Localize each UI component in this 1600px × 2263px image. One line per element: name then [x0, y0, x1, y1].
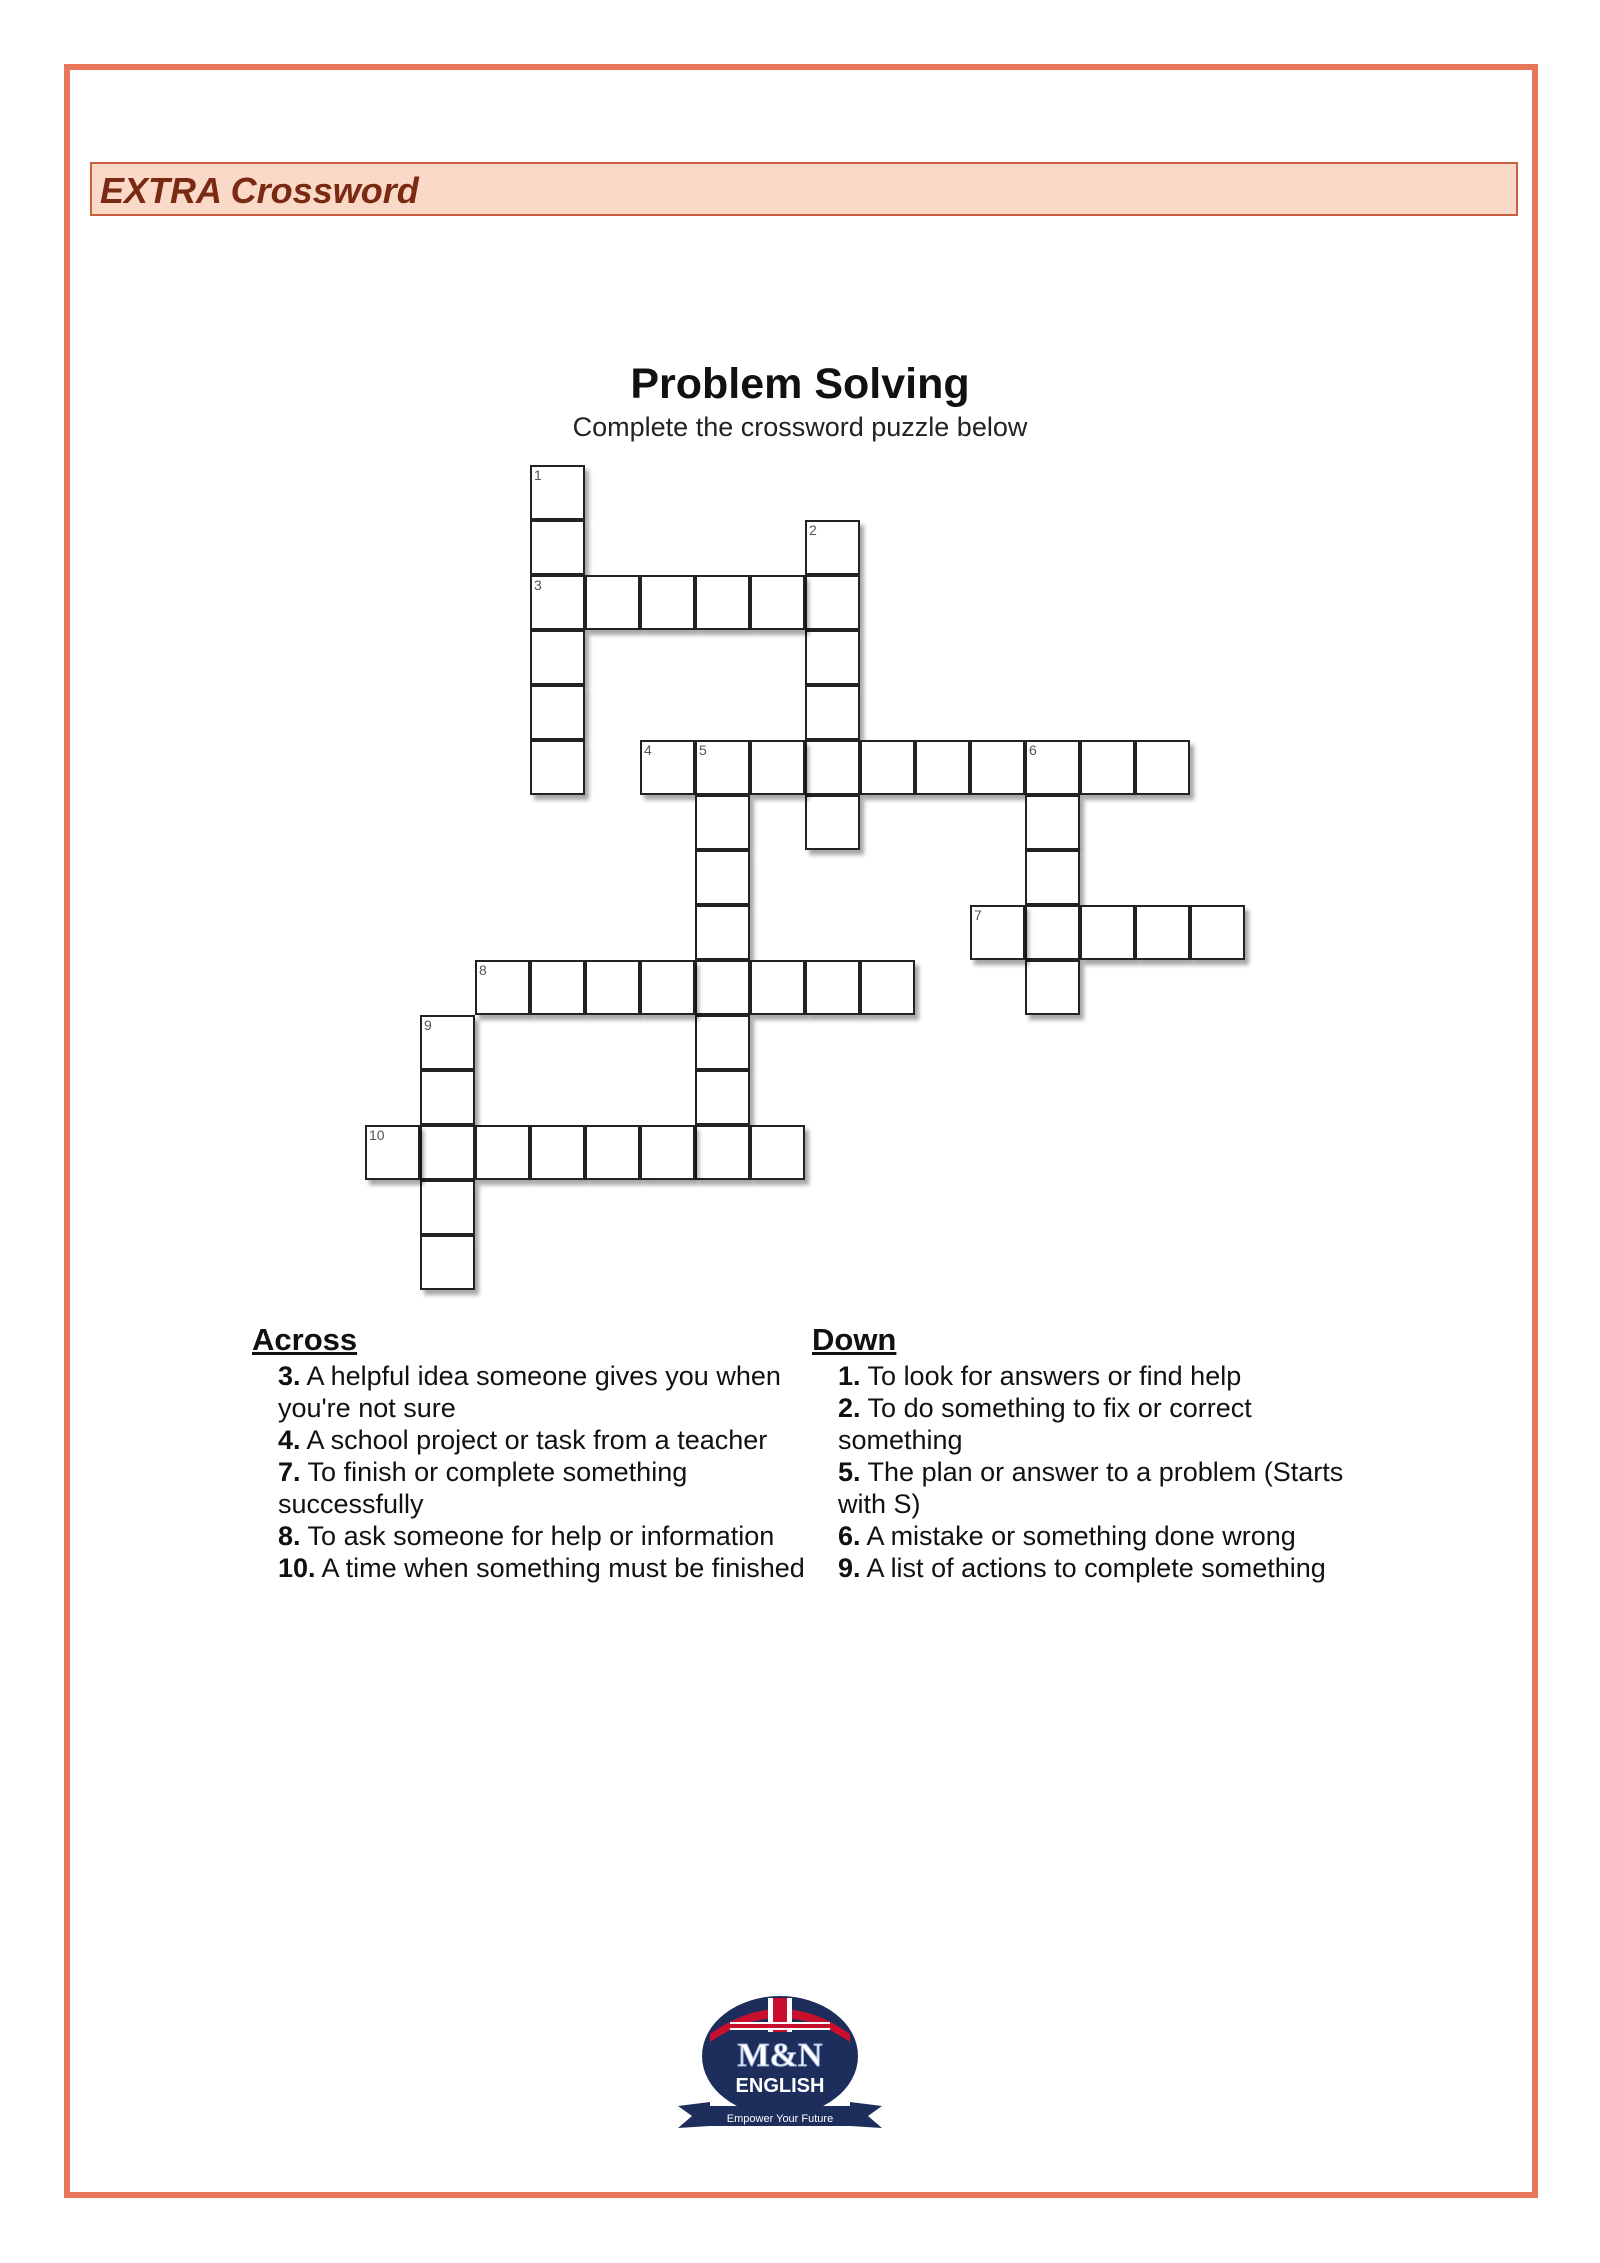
across-clue [278, 1424, 812, 1456]
across-clues [252, 1324, 812, 1584]
cell-number: 7 [974, 907, 982, 923]
crossword-cell[interactable] [750, 960, 805, 1015]
clue-text: To look for answers or find help [860, 1361, 1242, 1391]
clue-number: 4. [278, 1425, 301, 1455]
crossword-cell[interactable] [695, 960, 750, 1015]
crossword-cell[interactable] [1190, 905, 1245, 960]
clue-text: A list of actions to complete something [860, 1553, 1326, 1583]
crossword-cell[interactable] [420, 1180, 475, 1235]
cell-number: 8 [479, 962, 487, 978]
cell-number: 6 [1029, 742, 1037, 758]
crossword-cell[interactable] [530, 740, 585, 795]
clue-text: To ask someone for help or information [300, 1521, 775, 1551]
crossword-cell[interactable] [695, 1070, 750, 1125]
across-heading: Across [252, 1322, 358, 1357]
crossword-cell[interactable] [1080, 905, 1135, 960]
clue-text: A mistake or something done wrong [860, 1521, 1296, 1551]
across-clue [278, 1552, 812, 1584]
crossword-cell[interactable] [695, 740, 750, 795]
logo-tagline: Empower Your Future [726, 2113, 834, 2125]
across-clue [278, 1456, 812, 1520]
crossword-cell[interactable] [420, 1125, 475, 1180]
crossword-cell[interactable] [805, 795, 860, 850]
crossword-cell[interactable] [640, 575, 695, 630]
clue-text: A helpful idea someone gives you when you're not sure [278, 1361, 781, 1423]
crossword-cell[interactable] [420, 1070, 475, 1125]
crossword-cell[interactable] [1135, 740, 1190, 795]
down-clue [838, 1360, 1372, 1392]
clue-number: 8. [278, 1521, 301, 1551]
clue-text: The plan or answer to a problem (Starts with S) [838, 1457, 1344, 1519]
clue-text: A school project or task from a teacher [300, 1425, 768, 1455]
cell-number: 1 [534, 467, 542, 483]
crossword-cell[interactable] [1025, 795, 1080, 850]
cell-number: 3 [534, 577, 542, 593]
crossword-cell[interactable] [695, 905, 750, 960]
section-banner [90, 162, 1518, 216]
clue-number: 3. [278, 1361, 301, 1391]
crossword-cell[interactable] [805, 960, 860, 1015]
crossword-cell[interactable] [695, 795, 750, 850]
crossword-cell[interactable] [530, 465, 585, 520]
crossword-cell[interactable] [915, 740, 970, 795]
clue-text: A time when something must be finished [315, 1553, 805, 1583]
crossword-cell[interactable] [1080, 740, 1135, 795]
crossword-cell[interactable] [1135, 905, 1190, 960]
puzzle-title: Problem Solving [630, 360, 970, 408]
crossword-cell[interactable] [475, 960, 530, 1015]
crossword-cell[interactable] [530, 520, 585, 575]
crossword-cell[interactable] [805, 520, 860, 575]
mn-english-logo [670, 1994, 890, 2134]
crossword-cell[interactable] [1025, 905, 1080, 960]
crossword-cell[interactable] [1025, 850, 1080, 905]
crossword-cell[interactable] [420, 1015, 475, 1070]
crossword-cell[interactable] [805, 630, 860, 685]
crossword-cell[interactable] [860, 960, 915, 1015]
crossword-cell[interactable] [695, 1015, 750, 1070]
down-clue [838, 1552, 1372, 1584]
crossword-cell[interactable] [750, 1125, 805, 1180]
clue-text: To finish or complete something successfully [278, 1457, 688, 1519]
down-clue [838, 1456, 1372, 1520]
crossword-cell[interactable] [530, 575, 585, 630]
crossword-cell[interactable] [805, 740, 860, 795]
crossword-cell[interactable] [970, 905, 1025, 960]
down-heading: Down [812, 1322, 897, 1357]
banner-title: EXTRA Crossword [100, 170, 419, 211]
clue-number: 9. [838, 1553, 861, 1583]
cell-number: 2 [809, 522, 817, 538]
crossword-cell[interactable] [1025, 740, 1080, 795]
crossword-cell[interactable] [805, 575, 860, 630]
clue-text: To do something to fix or correct something [838, 1393, 1252, 1455]
across-clue [278, 1360, 812, 1424]
across-clue-list [252, 1360, 812, 1584]
crossword-cell[interactable] [530, 630, 585, 685]
clue-number: 5. [838, 1457, 861, 1487]
clue-number: 2. [838, 1393, 861, 1423]
cell-number: 4 [644, 742, 652, 758]
crossword-cell[interactable] [585, 960, 640, 1015]
down-clue [838, 1392, 1372, 1456]
logo-text-top: M&N [737, 2037, 823, 2074]
crossword-cell[interactable] [695, 850, 750, 905]
crossword-cell[interactable] [420, 1235, 475, 1290]
puzzle-subtitle: Complete the crossword puzzle below [572, 412, 1028, 442]
crossword-cell[interactable] [1025, 960, 1080, 1015]
crossword-cell[interactable] [640, 740, 695, 795]
down-clues [812, 1324, 1372, 1584]
crossword-cell[interactable] [365, 1125, 420, 1180]
down-clue-list [812, 1360, 1372, 1584]
clue-number: 10. [278, 1553, 316, 1583]
logo-text-bottom: ENGLISH [735, 2075, 825, 2097]
cell-number: 10 [369, 1127, 385, 1143]
crossword-cell[interactable] [695, 575, 750, 630]
cell-number: 5 [699, 742, 707, 758]
crossword-cell[interactable] [475, 1125, 530, 1180]
crossword-cell[interactable] [640, 1125, 695, 1180]
cell-number: 9 [424, 1017, 432, 1033]
clue-number: 7. [278, 1457, 301, 1487]
crossword-cell[interactable] [860, 740, 915, 795]
crossword-cell[interactable] [695, 1125, 750, 1180]
clue-number: 6. [838, 1521, 861, 1551]
crossword-cell[interactable] [970, 740, 1025, 795]
crossword-cell[interactable] [750, 575, 805, 630]
crossword-cell[interactable] [805, 685, 860, 740]
crossword-cell[interactable] [530, 1125, 585, 1180]
down-clue [838, 1520, 1372, 1552]
crossword-cell[interactable] [585, 575, 640, 630]
crossword-cell[interactable] [530, 685, 585, 740]
crossword-cell[interactable] [585, 1125, 640, 1180]
crossword-cell[interactable] [640, 960, 695, 1015]
crossword-cell[interactable] [530, 960, 585, 1015]
crossword-cell[interactable] [750, 740, 805, 795]
across-clue [278, 1520, 812, 1552]
clue-number: 1. [838, 1361, 861, 1391]
